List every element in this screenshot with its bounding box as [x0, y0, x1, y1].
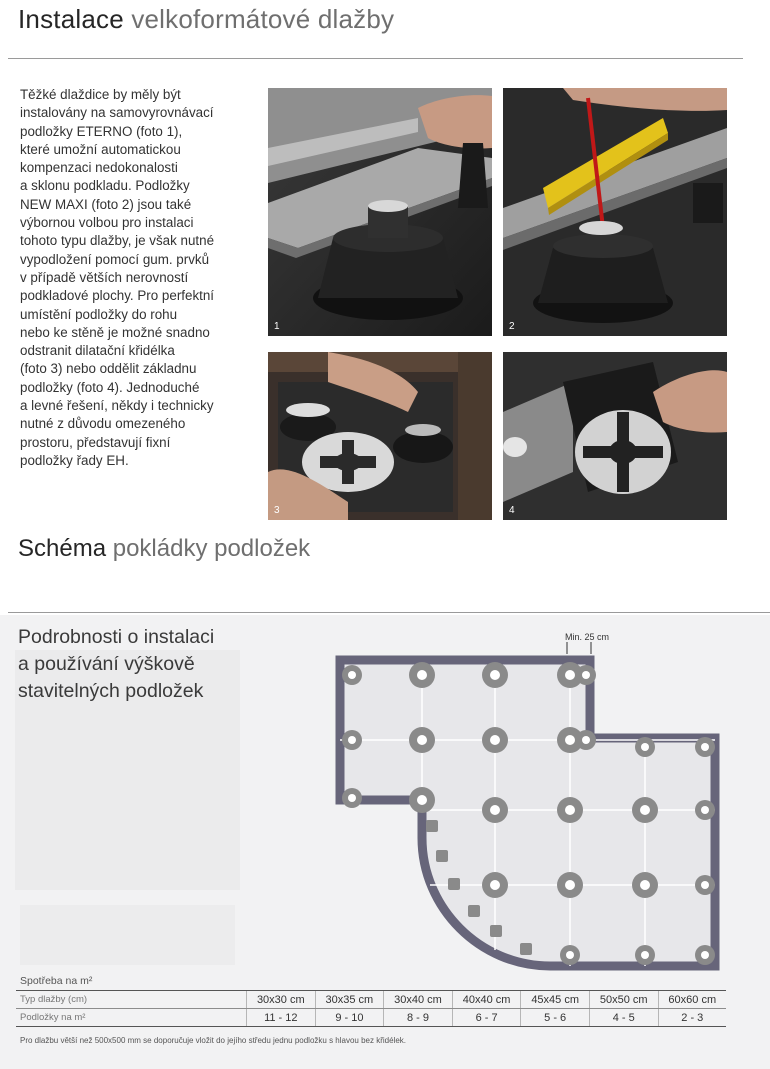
intro-line: Těžké dlaždice by měly být	[20, 87, 181, 102]
intro-line: podložky řady EH.	[20, 452, 129, 468]
table-cell: 50x50 cm	[589, 991, 658, 1009]
photo-number: 2	[509, 321, 515, 332]
min-distance-label: Min. 25 cm	[565, 632, 610, 642]
photo-number: 1	[274, 321, 280, 332]
intro-line: podložky ETERNO (foto 1),	[20, 123, 183, 139]
page-title	[18, 4, 394, 35]
subtitle-line: Podrobnosti o instalaci	[18, 626, 215, 648]
intro-line: umístění podložky do rohu	[20, 306, 178, 322]
schema-divider	[8, 612, 770, 613]
row-label: Podložky na m²	[16, 1009, 247, 1027]
intro-line: a levné řešení, někdy i technicky	[20, 398, 214, 414]
consumption-table	[16, 990, 726, 1027]
table-cell: 30x35 cm	[315, 991, 384, 1009]
intro-line: a sklonu podkladu. Podložky	[20, 178, 190, 194]
table-row	[16, 1009, 726, 1027]
table-cell: 6 - 7	[452, 1009, 521, 1027]
schema-subtitle	[18, 624, 214, 705]
table-cell: 45x45 cm	[521, 991, 590, 1009]
table-cell: 9 - 10	[315, 1009, 384, 1027]
intro-line: výbornou volbou pro instalaci	[20, 215, 194, 231]
intro-line: NEW MAXI (foto 2) jsou také	[20, 196, 192, 212]
floor-outline	[340, 660, 715, 966]
intro-line: tohoto typu dlažby, je však nutné	[20, 233, 215, 249]
table-cell: 60x60 cm	[658, 991, 726, 1009]
schema-title-dark: Schéma	[18, 535, 107, 562]
intro-line: kompenzaci nedokonalosti	[20, 160, 178, 176]
intro-line: instalovány na samovyrovnávací	[20, 105, 214, 121]
photo-number: 4	[509, 505, 515, 516]
intro-line: vypodložení pomocí gum. prvků	[20, 251, 210, 267]
intro-line: podložky (foto 4). Jednoduché	[20, 379, 200, 395]
schema-title-light: pokládky podložek	[112, 535, 311, 562]
subtitle-line: stavitelných podložek	[18, 680, 204, 702]
intro-line: prostoru, představují fixní	[20, 434, 171, 450]
footnote: Pro dlažbu větší než 500x500 mm se doporučuje vložit do jejího středu jednu podložku s hlavou bez křidélek.	[20, 1036, 407, 1045]
title-light: velkoformátové dlažby	[131, 4, 395, 34]
intro-line: nutné z důvodu omezeného	[20, 416, 186, 432]
table-row	[16, 991, 726, 1009]
intro-line: (foto 3) nebo oddělit základnu	[20, 361, 197, 377]
table-cell: 11 - 12	[247, 1009, 316, 1027]
pedestal-layout-diagram	[330, 650, 730, 972]
table-cell: 30x40 cm	[384, 991, 453, 1009]
intro-text	[20, 86, 252, 470]
title-divider	[8, 58, 743, 59]
table-cell: 5 - 6	[521, 1009, 590, 1027]
photo-4	[503, 352, 727, 520]
consumption-title: Spotřeba na m²	[20, 975, 93, 987]
row-label: Typ dlažby (cm)	[16, 991, 247, 1009]
photo-3	[268, 352, 492, 520]
intro-line: v případě větších nerovností	[20, 269, 189, 285]
table-cell: 2 - 3	[658, 1009, 726, 1027]
photo-1	[268, 88, 492, 336]
background-panel	[20, 905, 235, 965]
table-cell: 4 - 5	[589, 1009, 658, 1027]
intro-line: podkladové plochy. Pro perfektní	[20, 288, 215, 304]
intro-line: které umožní automatickou	[20, 141, 181, 157]
schema-title	[18, 535, 310, 563]
table-cell: 8 - 9	[384, 1009, 453, 1027]
table-cell: 40x40 cm	[452, 991, 521, 1009]
intro-line: nebo ke stěně je možné snadno	[20, 324, 210, 340]
photo-2	[503, 88, 727, 336]
photo-number: 3	[274, 505, 280, 516]
subtitle-line: a používání výškově	[18, 653, 195, 675]
title-dark: Instalace	[18, 4, 124, 34]
table-cell: 30x30 cm	[247, 991, 316, 1009]
intro-line: odstranit dilatační křidélka	[20, 343, 175, 359]
